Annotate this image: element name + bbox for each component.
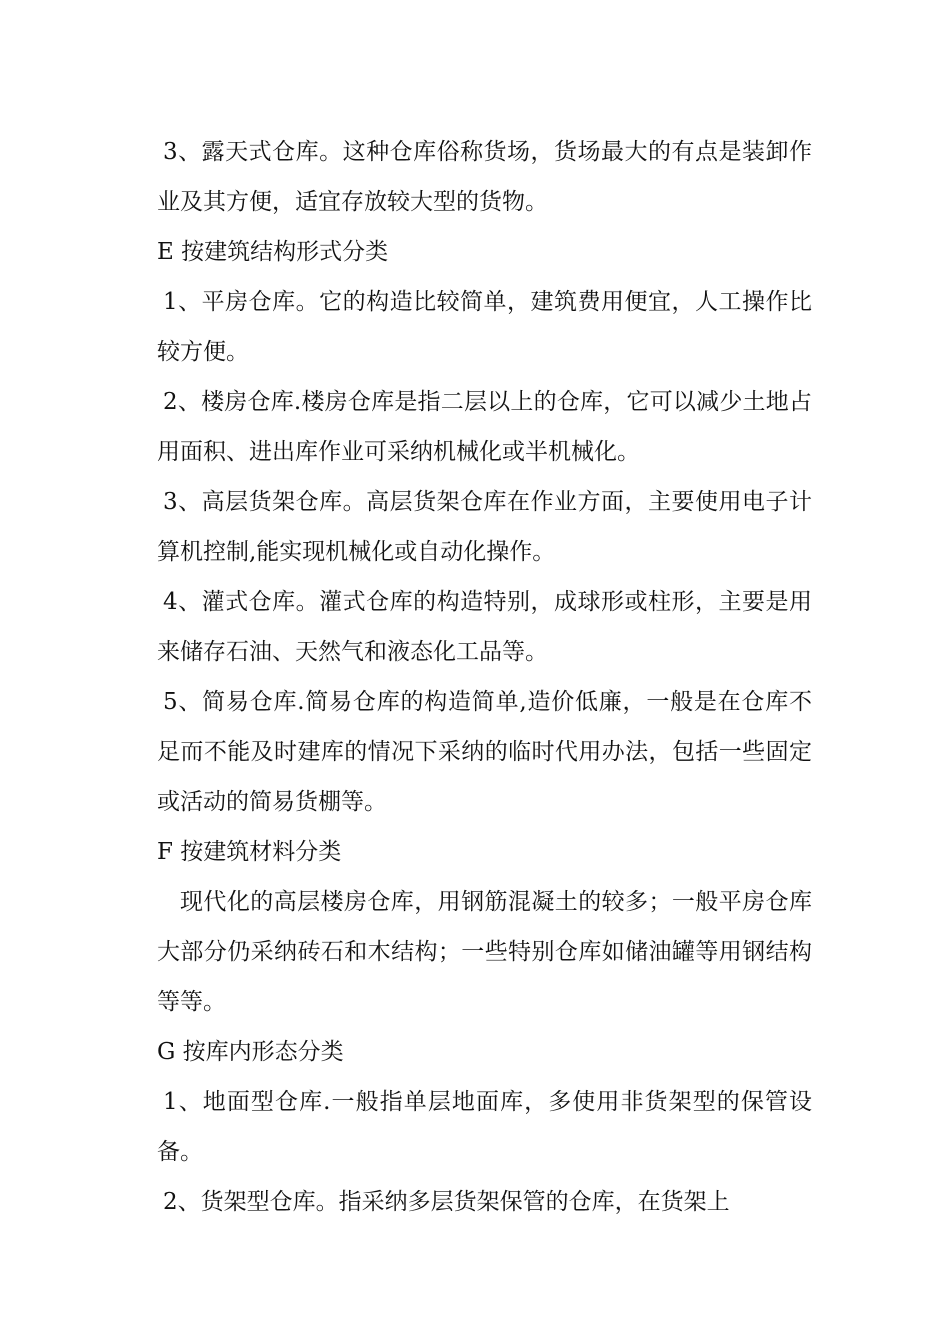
paragraph-multi-storey-warehouse: 2、楼房仓库.楼房仓库是指二层以上的仓库，它可以减少土地占用面积、进出库作业可采纳机械化或半机械化。 [157, 389, 812, 465]
document-page [157, 127, 812, 1227]
heading-structure-classification: E 按建筑结构形式分类 [157, 239, 389, 265]
paragraph-building-materials: 现代化的高层楼房仓库，用钢筋混凝土的较多；一般平房仓库大部分仍采纳砖石和木结构；一些特别仓库如储油罐等用钢结构等等。 [157, 889, 812, 1015]
paragraph-simple-warehouse: 5、简易仓库.简易仓库的构造简单,造价低廉，一般是在仓库不足而不能及时建库的情况下采纳的临时代用办法，包括一些固定或活动的简易货棚等。 [157, 689, 812, 815]
heading-internal-form-classification: G 按库内形态分类 [157, 1039, 344, 1065]
paragraph-high-rack-warehouse: 3、高层货架仓库。高层货架仓库在作业方面，主要使用电子计算机控制,能实现机械化或自动化操作。 [157, 489, 812, 565]
paragraph-ground-warehouse: 1、地面型仓库.一般指单层地面库，多使用非货架型的保管设备。 [157, 1089, 812, 1165]
paragraph-tank-warehouse: 4、灌式仓库。灌式仓库的构造特别，成球形或柱形，主要是用来储存石油、天然气和液态化工品等。 [157, 589, 812, 665]
paragraph-single-storey-warehouse: 1、平房仓库。它的构造比较简单，建筑费用便宜，人工操作比较方便。 [157, 289, 812, 365]
heading-material-classification: F 按建筑材料分类 [157, 839, 342, 865]
paragraph-open-storage: 3、露天式仓库。这种仓库俗称货场，货场最大的有点是装卸作业及其方便，适宜存放较大型的货物。 [157, 139, 812, 215]
paragraph-rack-warehouse: 2、货架型仓库。指采纳多层货架保管的仓库，在货架上 [163, 1189, 730, 1215]
